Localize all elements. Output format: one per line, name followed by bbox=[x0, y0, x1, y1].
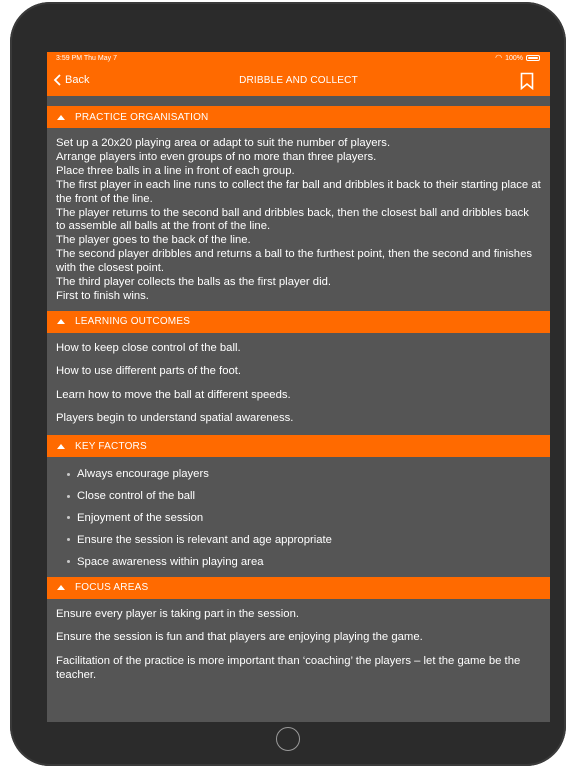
tablet-bezel bbox=[10, 2, 566, 766]
practice-line: The second player dribbles and returns a ball to the furthest point, then the second and finishes with the closest point. bbox=[56, 248, 533, 275]
focus-item: Ensure the session is fun and that players are enjoying playing the game. bbox=[56, 631, 423, 644]
page-title: DRIBBLE AND COLLECT bbox=[239, 75, 358, 86]
section-header-practice[interactable] bbox=[47, 106, 550, 128]
practice-line: The player goes to the back of the line. bbox=[56, 234, 251, 247]
section-title: KEY FACTORS bbox=[75, 440, 147, 452]
focus-item: Ensure every player is taking part in the session. bbox=[56, 607, 300, 620]
list-item bbox=[67, 533, 541, 547]
home-button[interactable] bbox=[276, 727, 300, 751]
collapse-arrow-icon bbox=[57, 585, 65, 590]
app-screen bbox=[47, 52, 550, 722]
battery-percent: 100% bbox=[505, 54, 523, 62]
learning-item: How to use different parts of the foot. bbox=[56, 365, 242, 378]
bullet-icon bbox=[67, 538, 70, 541]
top-bar bbox=[47, 52, 550, 96]
content bbox=[47, 106, 550, 682]
key-factor-text: Ensure the session is relevant and age appropriate bbox=[77, 533, 332, 546]
section-header-learning[interactable] bbox=[47, 311, 550, 333]
back-label: Back bbox=[65, 74, 90, 86]
list-item bbox=[67, 555, 541, 569]
collapse-arrow-icon bbox=[57, 115, 65, 120]
practice-line: First to finish wins. bbox=[56, 289, 149, 302]
key-factor-text: Space awareness within playing area bbox=[77, 555, 264, 568]
learning-outcomes-text bbox=[47, 333, 550, 436]
practice-line: Arrange players into even groups of no more than three players. bbox=[56, 150, 377, 163]
practice-line: The player returns to the second ball and dribbles back, then the closest ball and dribbles back to assemble all balls at the front of the line. bbox=[56, 206, 529, 233]
key-factors-list bbox=[47, 457, 550, 576]
learning-item: Learn how to move the ball at different speeds. bbox=[56, 388, 291, 401]
bullet-icon bbox=[67, 516, 70, 519]
focus-areas-text bbox=[47, 599, 550, 682]
bullet-icon bbox=[67, 473, 70, 476]
section-header-key[interactable] bbox=[47, 435, 550, 457]
section-title: LEARNING OUTCOMES bbox=[75, 316, 191, 328]
practice-organisation-text bbox=[47, 128, 550, 311]
status-right bbox=[495, 54, 540, 62]
battery-icon bbox=[526, 55, 540, 61]
nav-bar bbox=[47, 66, 550, 96]
key-factor-text: Close control of the ball bbox=[77, 490, 196, 503]
bullet-icon bbox=[67, 560, 70, 563]
practice-line: The third player collects the balls as the first player did. bbox=[56, 276, 332, 289]
list-item bbox=[67, 467, 541, 481]
section-header-focus[interactable] bbox=[47, 577, 550, 599]
collapse-arrow-icon bbox=[57, 444, 65, 449]
bookmark-icon[interactable] bbox=[520, 72, 534, 90]
header-spacer bbox=[47, 96, 550, 106]
list-item bbox=[67, 511, 541, 525]
status-time: 3:59 PM Thu May 7 bbox=[56, 55, 117, 62]
learning-item: How to keep close control of the ball. bbox=[56, 341, 241, 354]
practice-line: Set up a 20x20 playing area or adapt to suit the number of players. bbox=[56, 137, 391, 149]
practice-line: The first player in each line runs to collect the far ball and dribbles it back to their starting place at the front of the line. bbox=[56, 178, 541, 205]
learning-item: Players begin to understand spatial awareness. bbox=[56, 412, 294, 425]
collapse-arrow-icon bbox=[57, 319, 65, 324]
list-item bbox=[67, 489, 541, 503]
status-bar bbox=[47, 52, 550, 66]
key-factor-text: Enjoyment of the session bbox=[77, 511, 204, 524]
practice-line: Place three balls in a line in front of each group. bbox=[56, 164, 295, 177]
section-title: PRACTICE ORGANISATION bbox=[75, 111, 209, 123]
section-title: FOCUS AREAS bbox=[75, 582, 149, 594]
bullet-icon bbox=[67, 495, 70, 498]
wifi-icon: ◠ bbox=[495, 53, 503, 62]
key-factor-text: Always encourage players bbox=[77, 468, 209, 481]
focus-item: Facilitation of the practice is more important than ‘coaching’ the players – let the game be the teacher. bbox=[56, 654, 521, 681]
